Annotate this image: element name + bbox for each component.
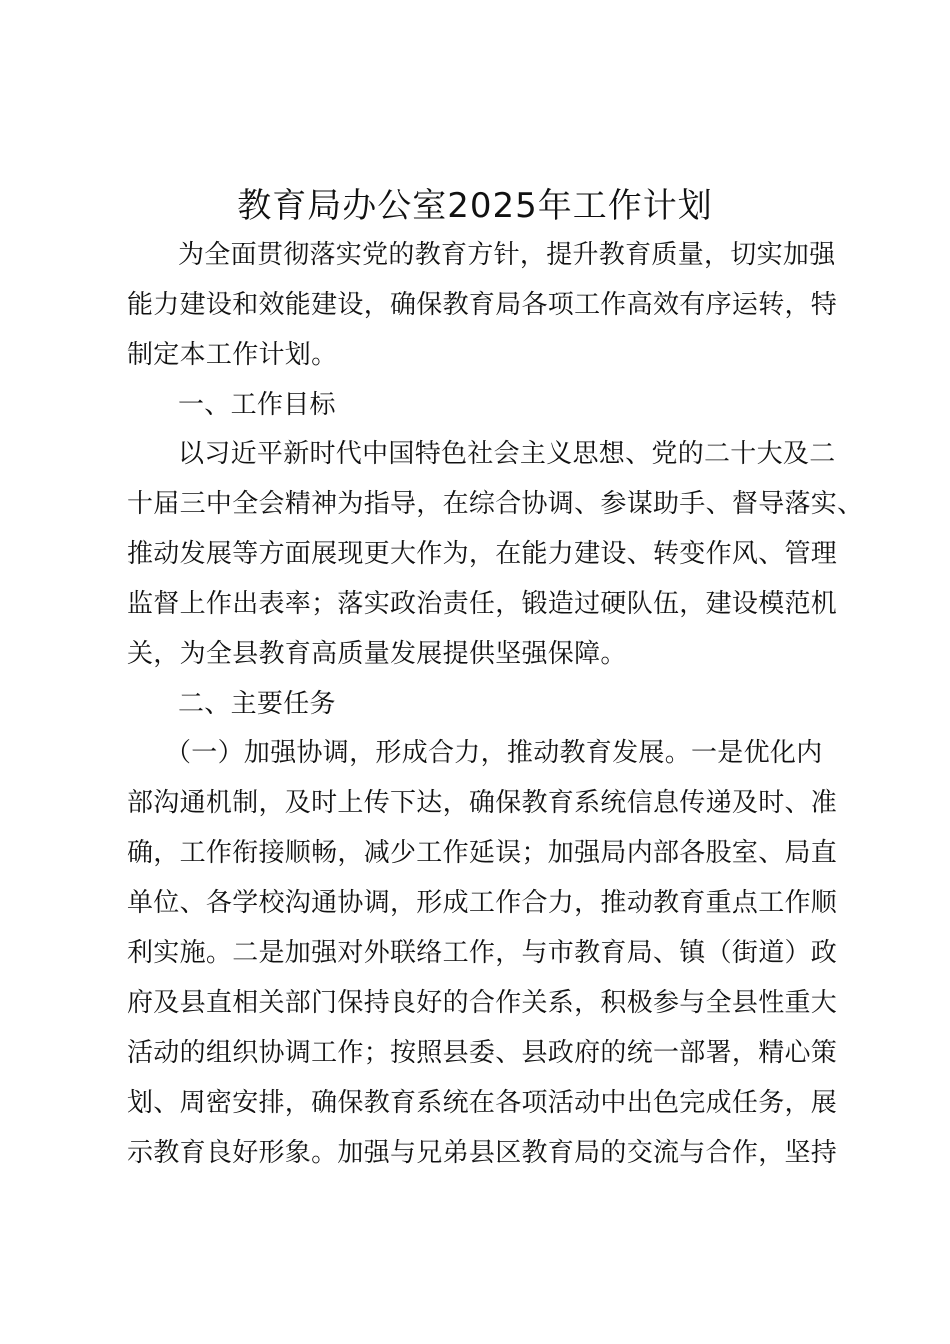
paragraph-line: 为全面贯彻落实党的教育方针，提升教育质量，切实加强 (178, 240, 836, 270)
paragraph-line: 府及县直相关部门保持良好的合作关系，积极参与全县性重大 (127, 988, 838, 1018)
section-heading: 二、主要任务 (178, 689, 336, 719)
section-heading: 一、工作目标 (178, 390, 336, 420)
paragraph-line: 关，为全县教育高质量发展提供坚强保障。 (127, 639, 627, 669)
paragraph-line: 部沟通机制，及时上传下达，确保教育系统信息传递及时、准 (127, 788, 838, 818)
paragraph-line: 监督上作出表率；落实政治责任，锻造过硬队伍，建设模范机 (127, 589, 838, 619)
paragraph-line: 以习近平新时代中国特色社会主义思想、党的二十大及二 (178, 439, 836, 469)
paragraph-line: 利实施。二是加强对外联络工作，与市教育局、镇（街道）政 (127, 938, 838, 968)
paragraph-line: 示教育良好形象。加强与兄弟县区教育局的交流与合作，坚持 (127, 1138, 838, 1168)
paragraph-line: 确，工作衔接顺畅，减少工作延误；加强局内部各股室、局直 (127, 838, 838, 868)
paragraph-line: 十届三中全会精神为指导，在综合协调、参谋助手、督导落实、 (127, 489, 864, 519)
document-title: 教育局办公室2025年工作计划 (237, 186, 713, 226)
paragraph-line: 能力建设和效能建设，确保教育局各项工作高效有序运转，特 (127, 290, 838, 320)
paragraph-line: 制定本工作计划。 (127, 340, 338, 370)
paragraph-line: 活动的组织协调工作；按照县委、县政府的统一部署，精心策 (127, 1038, 838, 1068)
paragraph-line: 推动发展等方面展现更大作为，在能力建设、转变作风、管理 (127, 539, 838, 569)
paragraph-line: 划、周密安排，确保教育系统在各项活动中出色完成任务，展 (127, 1088, 838, 1118)
paragraph-line: （一）加强协调，形成合力，推动教育发展。一是优化内 (165, 738, 823, 768)
paragraph-line: 单位、各学校沟通协调，形成工作合力，推动教育重点工作顺 (127, 888, 838, 918)
